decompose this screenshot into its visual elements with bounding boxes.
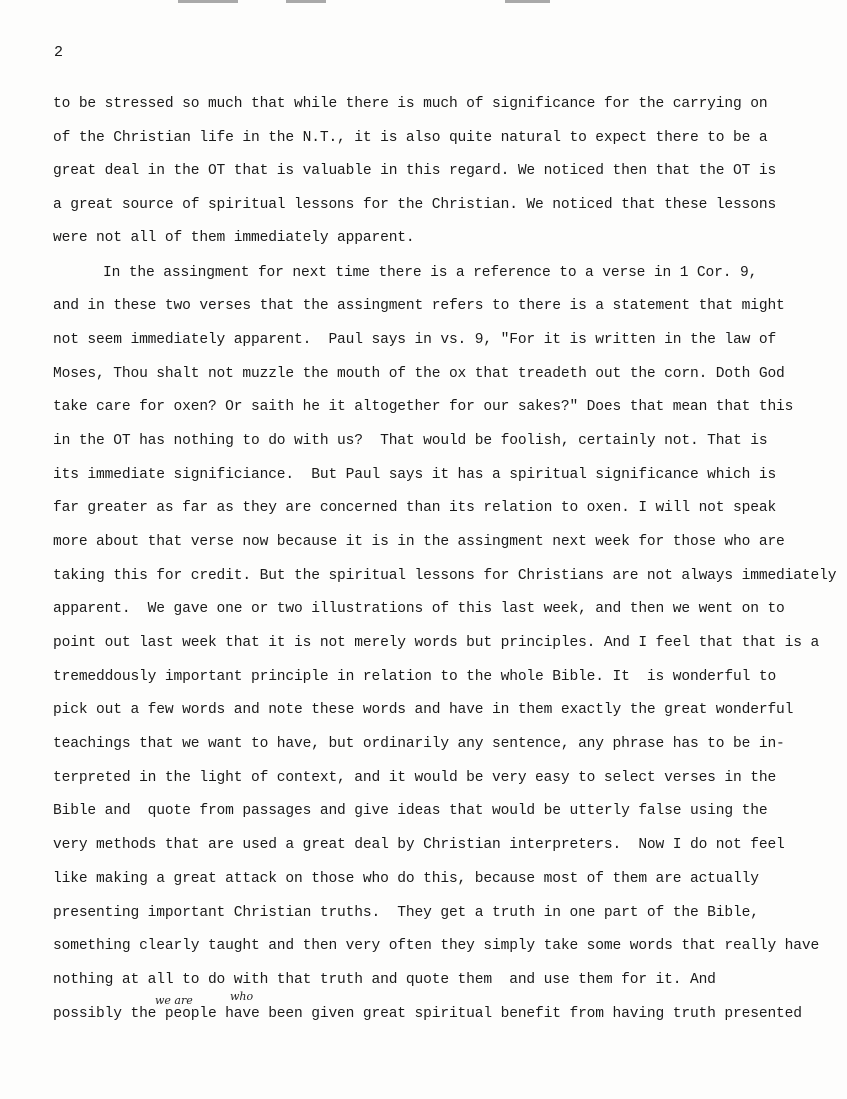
text-line: great deal in the OT that is valuable in this regard. We noticed then that the OT is	[53, 163, 777, 179]
scan-smudge	[505, 0, 550, 3]
text-line: nothing at all to do with that truth and quote them and use them for it. And	[53, 972, 716, 988]
handwritten-insertion: who	[230, 990, 254, 1003]
text-line: possibly the people have been given great spiritual benefit from having truth presented	[53, 1006, 802, 1022]
text-line: to be stressed so much that while there is much of significance for the carrying on	[53, 96, 768, 112]
text-line: very methods that are used a great deal by Christian interpreters. Now I do not feel	[53, 837, 785, 853]
scan-smudge	[286, 0, 326, 3]
handwritten-insertion: we are	[155, 994, 193, 1007]
text-line: a great source of spiritual lessons for the Christian. We noticed that these lessons	[53, 197, 777, 213]
text-line: In the assingment for next time there is a reference to a verse in 1 Cor. 9,	[103, 265, 758, 281]
text-line: Moses, Thou shalt not muzzle the mouth of the ox that treadeth out the corn. Doth God	[53, 366, 785, 382]
text-line: and in these two verses that the assingment refers to there is a statement that might	[53, 298, 785, 314]
text-line: far greater as far as they are concerned than its relation to oxen. I will not speak	[53, 500, 777, 516]
text-line: pick out a few words and note these words and have in them exactly the great wonderful	[53, 702, 794, 718]
text-line: not seem immediately apparent. Paul says in vs. 9, "For it is written in the law of	[53, 332, 777, 348]
text-line: point out last week that it is not merely words but principles. And I feel that that is a	[53, 635, 820, 651]
text-line: its immediate significiance. But Paul says it has a spiritual significance which is	[53, 467, 777, 483]
scan-smudge	[178, 0, 238, 3]
text-line: taking this for credit. But the spiritual lessons for Christians are not always immediately	[53, 568, 837, 584]
text-line: were not all of them immediately apparent.	[53, 230, 415, 246]
text-line: terpreted in the light of context, and it would be very easy to select verses in the	[53, 770, 777, 786]
text-line: tremeddously important principle in relation to the whole Bible. It is wonderful to	[53, 669, 777, 685]
text-line: take care for oxen? Or saith he it altogether for our sakes?" Does that mean that this	[53, 399, 794, 415]
page-number: 2	[54, 44, 64, 61]
text-line: of the Christian life in the N.T., it is also quite natural to expect there to be a	[53, 130, 768, 146]
text-line: apparent. We gave one or two illustrations of this last week, and then we went on to	[53, 601, 785, 617]
text-line: teachings that we want to have, but ordinarily any sentence, any phrase has to be in-	[53, 736, 785, 752]
text-line: more about that verse now because it is in the assingment next week for those who are	[53, 534, 785, 550]
text-line: presenting important Christian truths. They get a truth in one part of the Bible,	[53, 905, 759, 921]
text-line: like making a great attack on those who do this, because most of them are actually	[53, 871, 759, 887]
text-line: in the OT has nothing to do with us? That would be foolish, certainly not. That is	[53, 433, 768, 449]
text-line: Bible and quote from passages and give ideas that would be utterly false using the	[53, 803, 768, 819]
text-line: something clearly taught and then very often they simply take some words that really have	[53, 938, 820, 954]
